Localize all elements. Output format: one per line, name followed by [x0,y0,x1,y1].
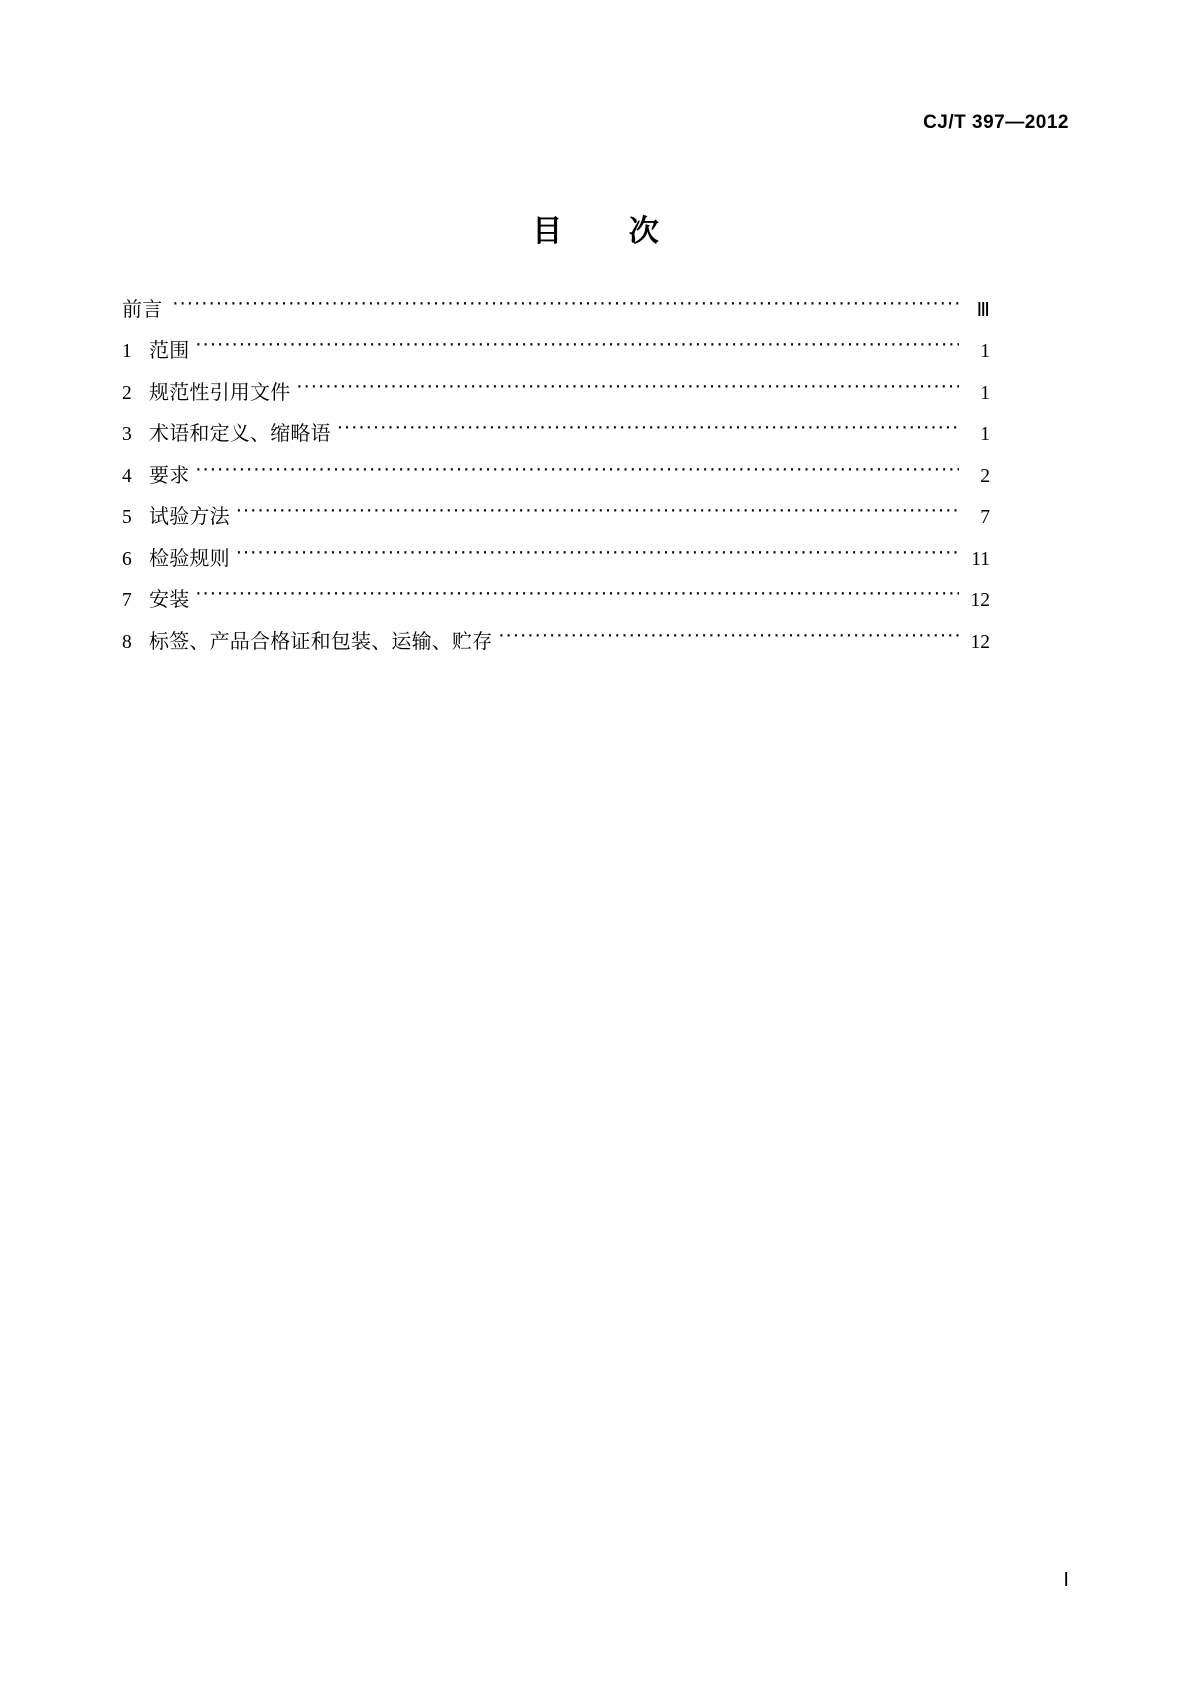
toc-leader-dots [236,503,959,524]
toc-leader-dots [195,586,959,607]
toc-entry[interactable] [122,461,990,486]
toc-entry-label: 试验方法 [149,504,230,528]
toc-entry-label: 检验规则 [149,545,230,570]
toc-entry-label: 规范性引用文件 [149,379,291,404]
toc-leader-dots [195,337,959,358]
toc-entry-label: 前言 [122,298,163,321]
toc-entry[interactable] [122,503,990,528]
toc-entry-number: 3 [122,424,132,445]
table-of-contents [122,295,990,669]
toc-entry-page: 12 [970,590,990,611]
toc-entry-page: 12 [970,631,990,653]
toc-entry-label: 范围 [149,338,190,362]
toc-entry-number: 6 [122,548,132,570]
toc-entry[interactable] [122,420,990,445]
toc-entry[interactable] [122,627,990,652]
toc-entry-page: 1 [980,424,990,445]
toc-entry-label: 要求 [149,462,190,487]
standard-number: CJ/T 397—2012 [923,112,1069,133]
page-title: 目 次 [532,214,687,249]
toc-entry-number: 8 [122,631,132,653]
toc-entry-page: 2 [980,465,990,487]
toc-entry-number: 2 [122,382,132,404]
toc-entry-label: 安装 [149,587,190,611]
toc-entry[interactable] [122,337,990,362]
toc-entry-label: 标签、产品合格证和包装、运输、贮存 [149,628,493,653]
toc-entry-page: Ⅲ [976,299,990,321]
toc-entry-label: 术语和定义、缩略语 [149,421,331,445]
toc-entry[interactable] [122,295,990,320]
toc-entry-number: 7 [122,590,132,611]
toc-entry-number: 4 [122,465,132,487]
toc-entry-page: 1 [980,382,990,404]
toc-leader-dots [337,420,959,441]
toc-leader-dots [296,378,959,399]
toc-entry[interactable] [122,586,990,611]
toc-leader-dots [498,627,959,648]
toc-entry-page: 7 [980,507,990,528]
page-folio: Ⅰ [1063,1570,1069,1591]
toc-entry[interactable] [122,544,990,569]
toc-entry-page: 11 [971,548,990,570]
toc-entry-number: 1 [122,341,132,362]
toc-leader-dots [195,461,959,482]
toc-entry-page: 1 [980,341,990,362]
toc-entry[interactable] [122,378,990,403]
toc-leader-dots [172,295,959,316]
toc-leader-dots [236,544,959,565]
toc-entry-number: 5 [122,507,132,528]
